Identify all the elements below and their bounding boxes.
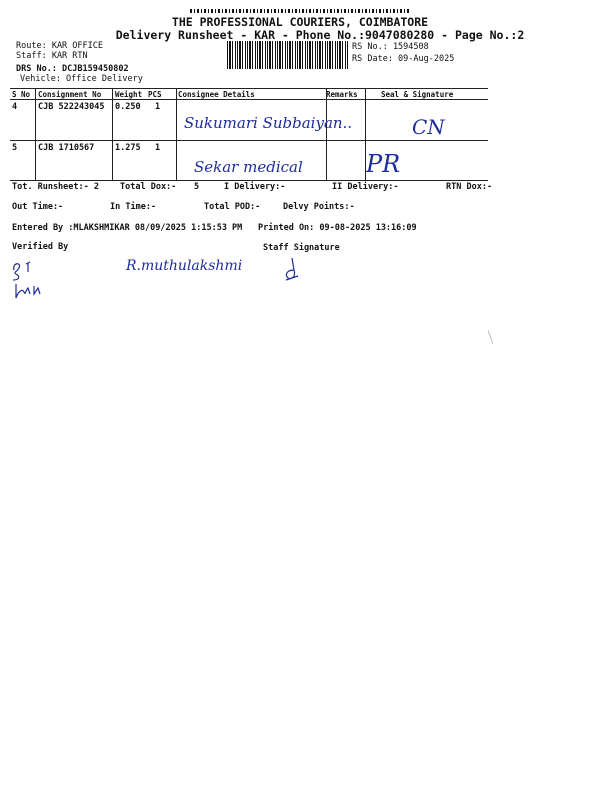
rs-number: RS No.: 1594508 xyxy=(352,42,429,52)
col-header-pcs: PCS xyxy=(148,90,162,99)
verifier-handwritten-name: R.muthulakshmi xyxy=(126,258,243,274)
row-sno: 4 xyxy=(12,102,18,112)
row-weight: 0.250 xyxy=(115,102,141,112)
total-dox-label: Total Dox:- xyxy=(120,182,177,192)
col-header-remarks: Remarks xyxy=(326,90,358,99)
rtn-dox-label: RTN Dox:- xyxy=(446,182,493,192)
staff-signature-label: Staff Signature xyxy=(263,243,340,253)
col-header-consignment: Consignment No xyxy=(38,90,102,99)
vehicle-label: Vehicle: Office Delivery xyxy=(20,74,143,84)
row-signature: CN xyxy=(412,115,445,139)
row-sno: 5 xyxy=(12,143,18,153)
ii-delivery-label: II Delivery:- xyxy=(332,182,399,192)
table-header-divider xyxy=(10,99,488,100)
runsheet-title: Delivery Runsheet - KAR - Phone No.:9047080280 - Page No.:2 xyxy=(115,28,525,42)
row-signature: PR xyxy=(366,150,401,178)
total-dox-value: 5 xyxy=(194,182,200,192)
row-pcs: 1 xyxy=(155,102,161,112)
staff-label: Staff: KAR RTN xyxy=(16,51,88,61)
i-delivery-label: I Delivery:- xyxy=(224,182,286,192)
verified-by-label: Verified By xyxy=(12,242,69,252)
verifier-initials-signature xyxy=(8,258,48,304)
staff-signature-mark xyxy=(278,256,308,286)
delvy-points-label: Delvy Points:- xyxy=(283,202,355,212)
company-title: THE PROFESSIONAL COURIERS, COIMBATORE xyxy=(171,15,429,29)
col-divider xyxy=(176,88,177,180)
table-row-divider xyxy=(10,140,488,141)
scan-mark xyxy=(488,330,494,343)
col-header-weight: Weight xyxy=(115,90,143,99)
entered-by: Entered By :MLAKSHMIKAR 08/09/2025 1:15:53 PM xyxy=(12,223,243,233)
col-header-sno: S No xyxy=(12,90,31,99)
in-time-label: In Time:- xyxy=(110,202,157,212)
row-pcs: 1 xyxy=(155,143,161,153)
printed-on: Printed On: 09-08-2025 13:16:09 xyxy=(258,223,417,233)
col-header-consignee: Consignee Details xyxy=(178,90,255,99)
col-header-seal: Seal & Signature xyxy=(381,90,454,99)
route-label: Route: KAR OFFICE xyxy=(16,41,103,51)
row-weight: 1.275 xyxy=(115,143,141,153)
total-pod-label: Total POD:- xyxy=(204,202,261,212)
table-bottom-border xyxy=(10,180,488,181)
rs-date: RS Date: 09-Aug-2025 xyxy=(352,54,455,64)
total-runsheet: Tot. Runsheet:- 2 xyxy=(12,182,99,192)
col-divider xyxy=(326,88,327,180)
col-divider xyxy=(112,88,113,180)
row-consignment: CJB 1710567 xyxy=(38,143,95,153)
row-consignee-handwriting: Sekar medical xyxy=(194,158,303,176)
runsheet-barcode xyxy=(227,41,349,69)
row-consignment: CJB 522243045 xyxy=(38,102,105,112)
drs-number: DRS No.: DCJB159450802 xyxy=(16,64,129,74)
top-barcode-fragment xyxy=(190,9,410,13)
table-top-border xyxy=(10,88,488,89)
col-divider xyxy=(35,88,36,180)
out-time-label: Out Time:- xyxy=(12,202,64,212)
row-consignee-handwriting: Sukumari Subbaiyan.. xyxy=(184,114,353,132)
